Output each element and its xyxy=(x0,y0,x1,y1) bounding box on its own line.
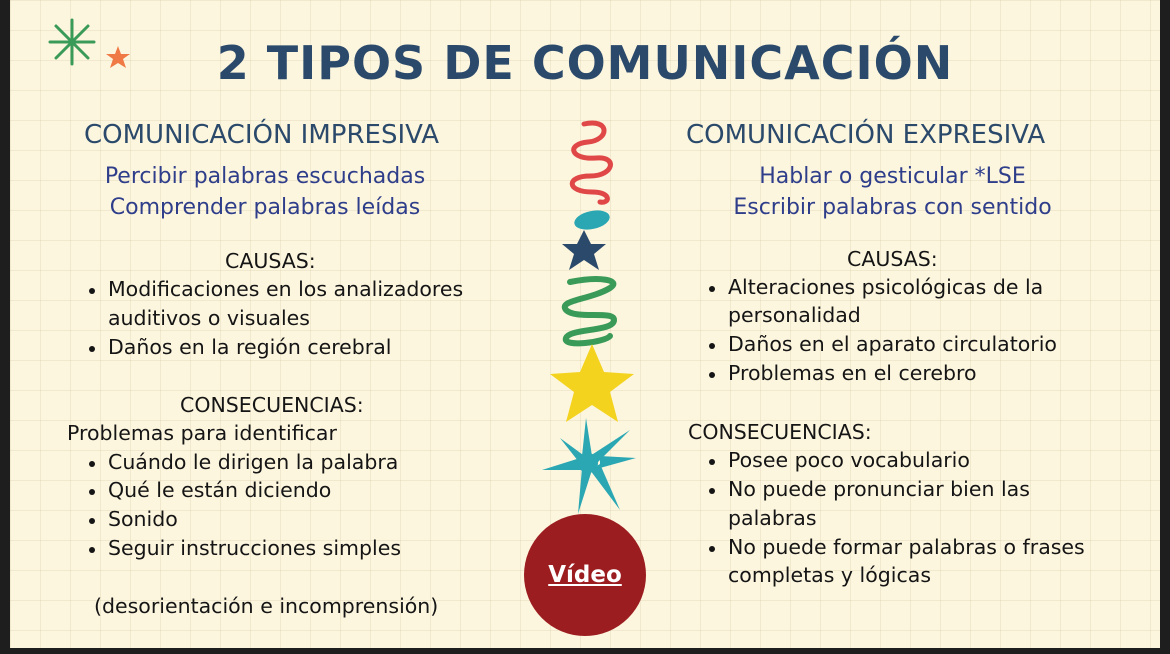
green-zigzag-icon xyxy=(565,279,614,343)
left-line-2: Comprender palabras leídas xyxy=(109,195,421,220)
video-link[interactable]: Vídeo xyxy=(548,562,622,588)
right-cause-item: Alteraciones psicológicas de la xyxy=(728,275,1044,299)
left-causes-label: CAUSAS: xyxy=(225,249,316,273)
right-consequences-label: CONSECUENCIAS: xyxy=(688,420,872,444)
left-consequence-item: Sonido xyxy=(108,507,178,531)
navy-star-icon xyxy=(562,230,606,270)
right-cause-item-continued: personalidad xyxy=(728,303,861,327)
right-heading: COMUNICACIÓN EXPRESIVA xyxy=(686,120,1046,150)
red-spiral-icon xyxy=(572,123,610,202)
page-title: 2 TIPOS DE COMUNICACIÓN xyxy=(216,36,954,90)
right-causes-label: CAUSAS: xyxy=(847,247,938,271)
left-consequence-item: Seguir instrucciones simples xyxy=(108,536,402,560)
slide xyxy=(10,0,1160,648)
left-consequence-item: Qué le están diciendo xyxy=(108,478,332,502)
right-cause-item: Problemas en el cerebro xyxy=(728,361,977,385)
left-consequence-item: Cuándo le dirigen la palabra xyxy=(108,450,399,474)
left-cause-item: Modificaciones en los analizadores xyxy=(108,277,464,301)
video-button[interactable] xyxy=(524,514,646,636)
right-line-2: Escribir palabras con sentido xyxy=(733,195,1052,220)
teal-blob-icon xyxy=(573,207,612,232)
right-consequence-item-continued: completas y lógicas xyxy=(728,563,932,587)
right-consequence-item: No puede formar palabras o frases xyxy=(728,535,1085,559)
right-consequence-item: Posee poco vocabulario xyxy=(728,448,970,472)
right-consequence-item: No puede pronunciar bien las xyxy=(728,477,1030,501)
left-cause-item-continued: auditivos o visuales xyxy=(108,306,310,330)
left-consequences-intro: Problemas para identificar xyxy=(67,421,337,445)
teal-starburst-icon xyxy=(542,418,636,514)
right-consequence-item-continued: palabras xyxy=(728,506,817,530)
left-footnote: (desorientación e incomprensión) xyxy=(94,594,439,618)
left-cause-item: Daños en la región cerebral xyxy=(108,335,392,359)
left-line-1: Percibir palabras escuchadas xyxy=(104,164,426,189)
left-heading: COMUNICACIÓN IMPRESIVA xyxy=(84,120,440,150)
yellow-star-icon xyxy=(550,344,634,422)
right-cause-item: Daños en el aparato circulatorio xyxy=(728,332,1057,356)
left-consequences-label: CONSECUENCIAS: xyxy=(180,393,364,417)
right-line-1: Hablar o gesticular *LSE xyxy=(759,164,1026,189)
